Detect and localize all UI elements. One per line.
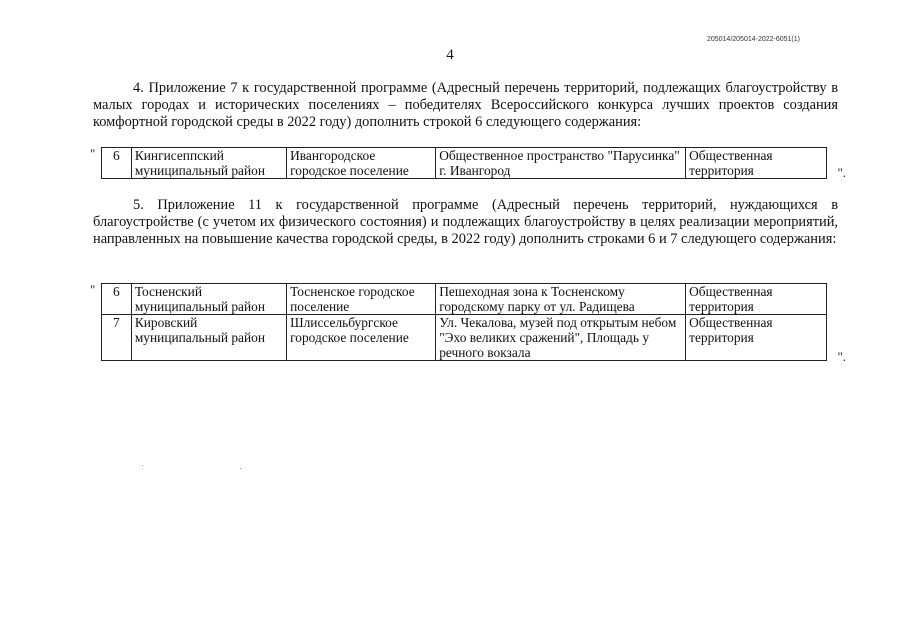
- table-row: [102, 284, 827, 315]
- district-cell: Кировский муниципальный район: [131, 315, 286, 361]
- scan-speck: [240, 468, 241, 469]
- settlement-cell: Ивангородское городское поселение: [287, 148, 436, 179]
- closing-quote-mark: ".: [837, 349, 846, 364]
- row-number-cell: 6: [102, 148, 132, 179]
- paragraph-item-5: 5. Приложение 11 к государственной программе (Адресный перечень территорий, нуждающихся в благоустройстве (с учетом их физического состояния) и подлежащих благоустройству в целях реализации мероприятий, направленных на повышение качества городской среды, в 2022 году) дополнить строками 6 и 7 следующего содержания:: [93, 197, 838, 247]
- opening-quote-mark: ": [90, 146, 96, 161]
- object-cell: Общественное пространство "Парусинка" г. Ивангород: [436, 148, 686, 179]
- settlement-cell: Шлиссельбургское городское поселение: [287, 315, 436, 361]
- territory-type-cell: Общественная территория: [686, 148, 827, 179]
- territory-type-cell: Общественная территория: [686, 315, 827, 361]
- object-cell: Пешеходная зона к Тосненскому городскому парку от ул. Радищева: [436, 284, 686, 315]
- territory-type-cell: Общественная территория: [686, 284, 827, 315]
- table-row: [102, 148, 827, 179]
- page-number: 4: [446, 47, 454, 63]
- paragraph-item-4: 4. Приложение 7 к государственной программе (Адресный перечень территорий, подлежащих благоустройству в малых городах и исторических поселениях – победителях Всероссийского конкурса лучших проектов создания комфортной городской среды в 2022 году) дополнить строкой 6 следующего содержания:: [93, 80, 838, 130]
- appendix-11-rows-table: [101, 283, 827, 361]
- row-number-cell: 7: [102, 315, 132, 361]
- scan-speck: [142, 465, 143, 466]
- document-registration-number: 205014/205014-2022-6051(1): [706, 36, 800, 43]
- district-cell: Кингисеппский муниципальный район: [131, 148, 286, 179]
- appendix-7-row-table: [101, 147, 827, 179]
- closing-quote-mark: ".: [837, 165, 846, 180]
- district-cell: Тосненский муниципальный район: [131, 284, 286, 315]
- row-number-cell: 6: [102, 284, 132, 315]
- opening-quote-mark: ": [90, 282, 96, 297]
- object-cell: Ул. Чекалова, музей под открытым небом "Эхо великих сражений", Площадь у речного вокзала: [436, 315, 686, 361]
- settlement-cell: Тосненское городское поселение: [287, 284, 436, 315]
- table-row: [102, 315, 827, 361]
